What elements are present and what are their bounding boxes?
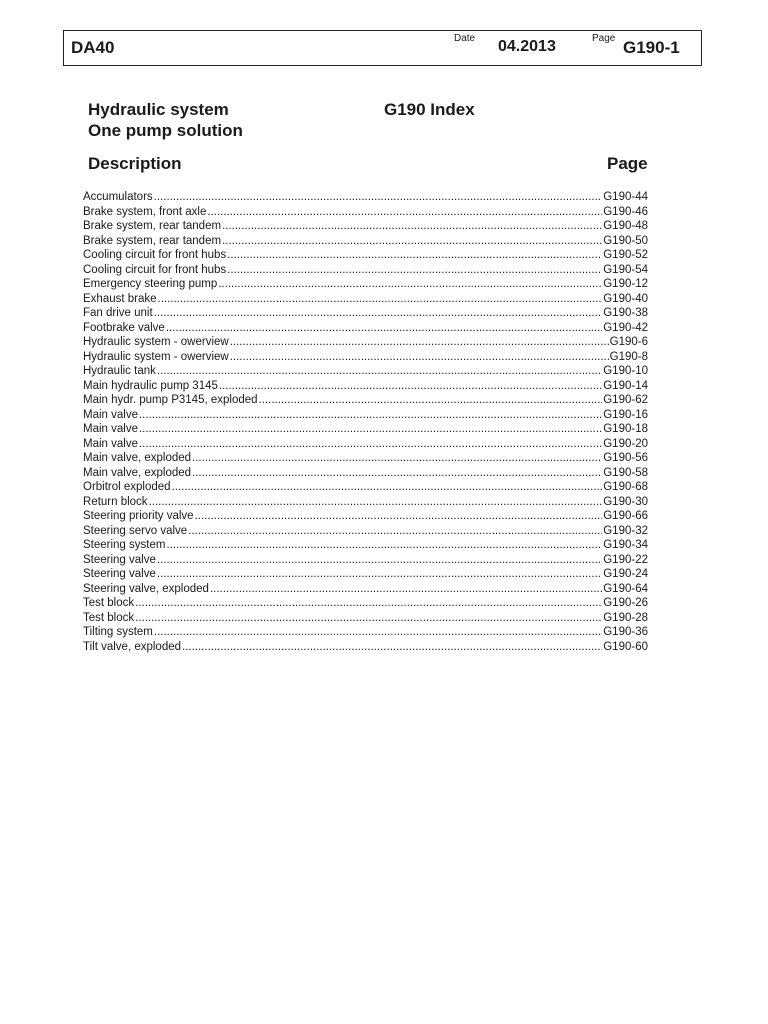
toc-entry-label: Brake system, rear tandem	[83, 220, 222, 233]
toc-leader-dots	[192, 451, 602, 466]
toc-entry[interactable]	[83, 466, 648, 481]
toc-leader-dots	[222, 219, 602, 234]
toc-leader-dots	[222, 234, 602, 249]
toc-entry-label: Hydraulic system - owerview	[83, 336, 229, 349]
toc-entry[interactable]	[83, 611, 648, 626]
toc-leader-dots	[154, 190, 603, 205]
description-column-header: Description	[88, 154, 182, 173]
toc-entry-label: Return block	[83, 495, 148, 508]
toc-entry-label: Steering system	[83, 539, 166, 552]
toc-entry-page: G190-6	[609, 336, 648, 349]
toc-entry-page: G190-34	[603, 539, 648, 552]
toc-entry-label: Steering valve	[83, 568, 156, 581]
toc-entry-page: G190-64	[603, 582, 648, 595]
toc-entry-label: Cooling circuit for front hubs	[83, 249, 227, 262]
toc-leader-dots	[149, 495, 603, 510]
toc-entry-label: Main valve, exploded	[83, 452, 192, 465]
toc-leader-dots	[157, 364, 602, 379]
toc-leader-dots	[227, 248, 602, 263]
toc-entry-label: Steering servo valve	[83, 524, 188, 537]
toc-entry[interactable]	[83, 422, 648, 437]
toc-entry-label: Main hydraulic pump 3145	[83, 379, 218, 392]
toc-entry-label: Accumulators	[83, 191, 153, 203]
toc-entry[interactable]	[83, 393, 648, 408]
toc-entry-label: Emergency steering pump	[83, 278, 218, 291]
toc-entry[interactable]	[83, 437, 648, 452]
toc-entry-label: Tilting system	[83, 626, 153, 639]
toc-entry-page: G190-38	[603, 307, 648, 320]
toc-entry-label: Footbrake valve	[83, 321, 165, 334]
toc-entry[interactable]	[83, 640, 648, 655]
toc-entry-page: G190-68	[603, 481, 648, 494]
toc-entry[interactable]	[83, 219, 648, 234]
toc-entry-label: Tilt valve, exploded	[83, 640, 182, 653]
toc-entry[interactable]	[83, 350, 648, 365]
document-header	[63, 30, 702, 66]
toc-entry-page: G190-22	[603, 553, 648, 566]
toc-entry-page: G190-66	[603, 510, 648, 523]
toc-entry-page: G190-12	[603, 278, 648, 291]
toc-entry-page: G190-44	[603, 191, 648, 203]
toc-entry-page: G190-30	[603, 495, 648, 508]
toc-entry-page: G190-32	[603, 524, 648, 537]
toc-leader-dots	[166, 321, 602, 336]
toc-entry-page: G190-56	[603, 452, 648, 465]
toc-leader-dots	[182, 640, 602, 655]
toc-leader-dots	[227, 263, 602, 278]
toc-leader-dots	[166, 538, 602, 553]
toc-entry[interactable]	[83, 248, 648, 263]
toc-entry[interactable]	[83, 451, 648, 466]
toc-leader-dots	[195, 509, 603, 524]
toc-leader-dots	[218, 277, 602, 292]
toc-entry[interactable]	[83, 524, 648, 539]
toc-entry-page: G190-36	[603, 626, 648, 639]
toc-entry-label: Steering valve	[83, 553, 156, 566]
toc-entry-label: Brake system, front axle	[83, 205, 207, 218]
toc-entry[interactable]	[83, 625, 648, 640]
document-code: DA40	[71, 38, 115, 57]
toc-leader-dots	[139, 422, 602, 437]
toc-entry[interactable]	[83, 408, 648, 423]
toc-entry[interactable]	[83, 567, 648, 582]
index-title: G190 Index	[384, 100, 475, 119]
toc-entry-label: Exhaust brake	[83, 292, 157, 305]
toc-leader-dots	[158, 292, 603, 307]
toc-entry[interactable]	[83, 364, 648, 379]
toc-entry[interactable]	[83, 335, 648, 350]
toc-entry-page: G190-52	[603, 249, 648, 262]
toc-entry-label: Test block	[83, 597, 135, 610]
section-subtitle: One pump solution	[88, 121, 243, 140]
page-label: Page	[592, 33, 616, 44]
toc-entry-page: G190-20	[603, 437, 648, 450]
toc-entry[interactable]	[83, 553, 648, 568]
toc-entry[interactable]	[83, 538, 648, 553]
toc-entry-page: G190-48	[603, 220, 648, 233]
section-title: Hydraulic system	[88, 100, 229, 119]
toc-entry-page: G190-28	[603, 611, 648, 624]
toc-entry[interactable]	[83, 263, 648, 278]
toc-entry-label: Steering valve, exploded	[83, 582, 209, 595]
toc-entry[interactable]	[83, 495, 648, 510]
toc-leader-dots	[154, 625, 602, 640]
toc-leader-dots	[259, 393, 603, 408]
toc-entry-label: Orbitrol exploded	[83, 481, 171, 494]
toc-entry[interactable]	[83, 596, 648, 611]
toc-leader-dots	[135, 596, 602, 611]
toc-entry-label: Hydraulic system - owerview	[83, 350, 229, 363]
toc-entry-page: G190-18	[603, 423, 648, 436]
toc-entry-page: G190-10	[603, 365, 648, 378]
toc-entry-label: Test block	[83, 611, 135, 624]
toc-leader-dots	[154, 306, 603, 321]
toc-entry-label: Fan drive unit	[83, 307, 153, 320]
toc-entry-page: G190-54	[603, 263, 648, 276]
toc-entry-page: G190-60	[603, 640, 648, 653]
toc-entry[interactable]	[83, 379, 648, 394]
toc-leader-dots	[139, 408, 602, 423]
toc-entry-label: Steering priority valve	[83, 510, 194, 523]
toc-entry-page: G190-46	[603, 205, 648, 218]
toc-entry-label: Main valve	[83, 408, 138, 421]
toc-entry-page: G190-62	[603, 394, 648, 407]
toc-entry[interactable]	[83, 321, 648, 336]
table-of-contents	[83, 190, 648, 655]
date-value: 04.2013	[498, 38, 556, 55]
toc-entry[interactable]	[83, 509, 648, 524]
toc-entry[interactable]	[83, 205, 648, 220]
toc-entry-page: G190-14	[603, 379, 648, 392]
toc-entry[interactable]	[83, 234, 648, 249]
page-column-header: Page	[607, 154, 648, 173]
toc-leader-dots	[207, 205, 602, 220]
date-label: Date	[454, 33, 476, 44]
toc-entry-page: G190-24	[603, 568, 648, 581]
toc-entry[interactable]	[83, 190, 648, 205]
toc-leader-dots	[219, 379, 602, 394]
toc-entry[interactable]	[83, 480, 648, 495]
toc-leader-dots	[230, 350, 609, 365]
toc-entry-page: G190-50	[603, 234, 648, 247]
toc-entry-label: Main valve, exploded	[83, 466, 192, 479]
page-number: G190-1	[623, 38, 680, 57]
toc-leader-dots	[157, 567, 602, 582]
toc-entry-label: Cooling circuit for front hubs	[83, 263, 227, 276]
toc-entry[interactable]	[83, 582, 648, 597]
toc-leader-dots	[172, 480, 603, 495]
toc-leader-dots	[188, 524, 602, 539]
toc-leader-dots	[192, 466, 602, 481]
toc-leader-dots	[210, 582, 602, 597]
toc-entry[interactable]	[83, 292, 648, 307]
toc-leader-dots	[139, 437, 602, 452]
toc-entry-label: Main valve	[83, 437, 138, 450]
toc-entry-page: G190-16	[603, 408, 648, 421]
toc-entry-page: G190-58	[603, 466, 648, 479]
toc-leader-dots	[135, 611, 602, 626]
toc-entry[interactable]	[83, 306, 648, 321]
toc-entry-label: Hydraulic tank	[83, 365, 156, 378]
toc-entry-page: G190-26	[603, 597, 648, 610]
toc-entry-page: G190-42	[603, 321, 648, 334]
toc-leader-dots	[157, 553, 602, 568]
toc-entry[interactable]	[83, 277, 648, 292]
toc-entry-page: G190-8	[609, 350, 648, 363]
toc-entry-label: Brake system, rear tandem	[83, 234, 222, 247]
toc-entry-label: Main valve	[83, 423, 138, 436]
toc-leader-dots	[230, 335, 609, 350]
toc-entry-page: G190-40	[603, 292, 648, 305]
toc-entry-label: Main hydr. pump P3145, exploded	[83, 394, 258, 407]
